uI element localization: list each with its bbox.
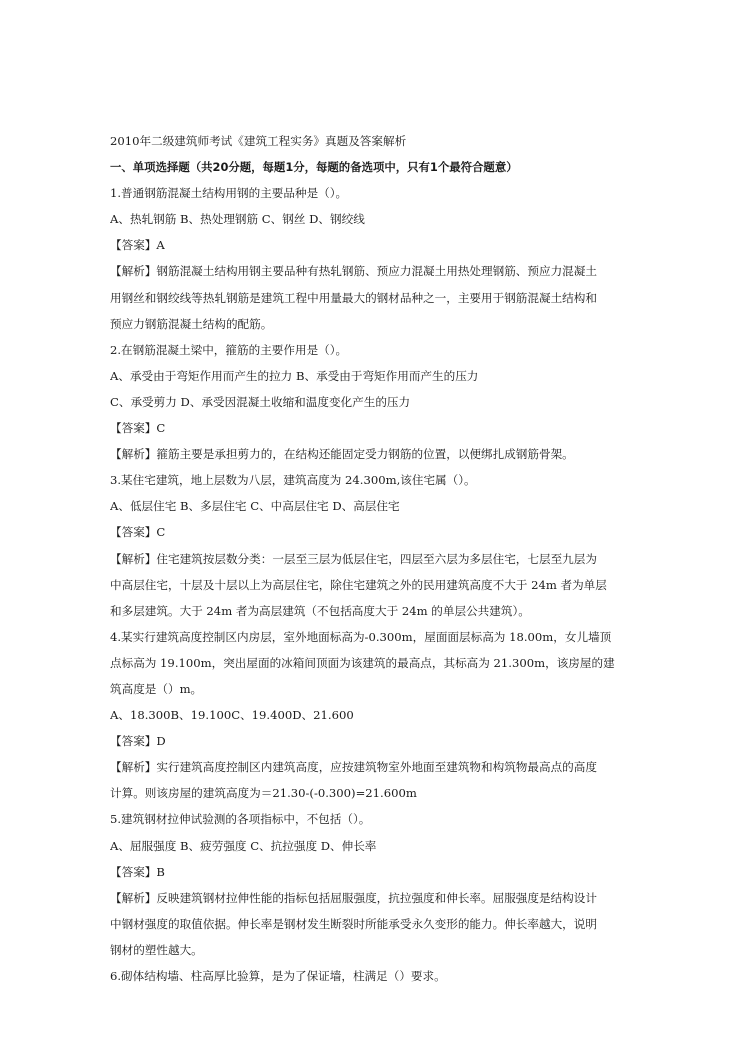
text-line: 【解析】箍筋主要是承担剪力的，在结构还能固定受力钢筋的位置，以便绑扎成钢筋骨架。 xyxy=(110,447,574,462)
text-line: 用钢丝和钢绞线等热轧钢筋是建筑工程中用量最大的钢材品种之一，主要用于钢筋混凝土结构和 xyxy=(110,290,597,305)
section-heading: 一、单项选择题（共20分题，每题1分，每题的备选项中，只有1个最符合题意） xyxy=(110,160,518,175)
text-line: 【答案】B xyxy=(110,864,165,879)
text-line: 钢材的塑性越大。 xyxy=(110,942,203,957)
text-line: C、承受剪力 D、承受因混凝土收缩和温度变化产生的压力 xyxy=(110,394,411,409)
text-line: A、热轧钢筋 B、热处理钢筋 C、钢丝 D、钢绞线 xyxy=(110,212,365,227)
text-line: A、18.300B、19.100C、19.400D、21.600 xyxy=(110,708,354,723)
text-line: 1.普通钢筋混凝土结构用钢的主要品种是（）。 xyxy=(110,186,348,201)
text-line: 3.某住宅建筑，地上层数为八层，建筑高度为 24.300m,该住宅属（）。 xyxy=(110,473,476,488)
text-line: A、屈服强度 B、疲劳强度 C、抗拉强度 D、伸长率 xyxy=(110,838,377,853)
text-line: 中钢材强度的取值依据。伸长率是钢材发生断裂时所能承受永久变形的能力。伸长率越大，说明 xyxy=(110,916,597,931)
document-title: 2010年二级建筑师考试《建筑工程实务》真题及答案解析 xyxy=(110,134,407,148)
text-line: 【答案】A xyxy=(110,238,165,253)
text-line: 中高层住宅，十层及十层以上为高层住宅，除住宅建筑之外的民用建筑高度不大于 24m 者为单层 xyxy=(110,577,607,592)
text-line: 计算。则该房屋的建筑高度为＝21.30-(-0.300)=21.600m xyxy=(110,786,417,801)
text-line: 【解析】反映建筑钢材拉伸性能的指标包括屈服强度，抗拉强度和伸长率。屈服强度是结构设计 xyxy=(110,890,597,905)
text-line: 筑高度是（）m。 xyxy=(110,681,203,696)
text-line: 【答案】C xyxy=(110,525,166,540)
text-line: 点标高为 19.100m，突出屋面的冰箱间顶面为该建筑的最高点，其标高为 21.300m，该房屋的建 xyxy=(110,655,615,670)
text-line: 6.砌体结构墙、柱高厚比验算，是为了保证墙，柱满足（）要求。 xyxy=(110,969,446,983)
question-list xyxy=(110,180,650,989)
text-line: 【解析】实行建筑高度控制区内建筑高度，应按建筑物室外地面至建筑物和构筑物最高点的高度 xyxy=(110,760,597,775)
text-line: 和多层建筑。大于 24m 者为高层建筑（不包括高度大于 24m 的单层公共建筑）。 xyxy=(110,603,530,618)
text-line: 2.在钢筋混凝土梁中，箍筋的主要作用是（）。 xyxy=(110,342,348,357)
document-body xyxy=(110,128,650,989)
text-line: 【答案】D xyxy=(110,734,166,749)
text-line: 4.某实行建筑高度控制区内房层，室外地面标高为-0.300m，屋面面层标高为 18.00m，女儿墙顶 xyxy=(110,629,612,644)
text-line: A、承受由于弯矩作用而产生的拉力 B、承受由于弯矩作用而产生的压力 xyxy=(110,368,479,383)
text-line: 5.建筑钢材拉伸试验测的各项指标中，不包括（）。 xyxy=(110,812,371,827)
text-line: A、低层住宅 B、多层住宅 C、中高层住宅 D、高层住宅 xyxy=(110,499,400,514)
text-line: 【答案】C xyxy=(110,421,166,436)
text-line: 预应力钢筋混凝土结构的配筋。 xyxy=(110,316,273,331)
text-line: 【解析】住宅建筑按层数分类：一层至三层为低层住宅，四层至六层为多层住宅，七层至九层为 xyxy=(110,551,597,566)
text-line: 【解析】钢筋混凝土结构用钢主要品种有热轧钢筋、预应力混凝土用热处理钢筋、预应力混凝土 xyxy=(110,264,597,279)
